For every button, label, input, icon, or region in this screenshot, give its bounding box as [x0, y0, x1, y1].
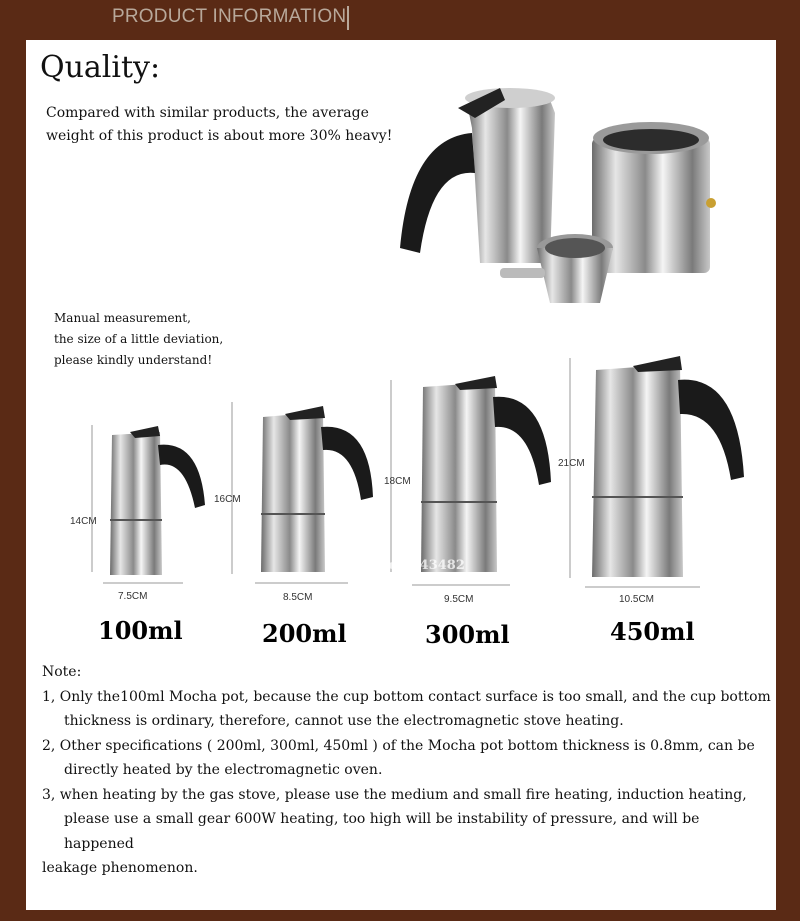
quality-line-2: weight of this product is about more 30% heavy!	[46, 128, 393, 144]
note-item-1: 1, Only the100ml Mocha pot, because the cup bottom contact surface is too small, and the cup bottom	[42, 688, 771, 705]
width-label-300ml: 9.5CM	[444, 594, 474, 605]
manual-line-1: Manual measurement,	[54, 311, 191, 325]
manual-line-3: please kindly understand!	[54, 353, 213, 367]
note-title: Note:	[42, 664, 82, 680]
size-label-450ml: 450ml	[610, 617, 695, 646]
note-item-2-cont: directly heated by the electromagnetic oven.	[64, 762, 383, 778]
header-title: PRODUCT INFORMATION	[112, 6, 347, 27]
note-item-3: 3, when heating by the gas stove, please use the medium and small fire heating, induction heating,	[42, 786, 747, 803]
note-item-3-cont: please use a small gear 600W heating, too high will be instability of pressure, and will be happened	[64, 811, 700, 852]
manual-line-2: the size of a little deviation,	[54, 332, 224, 346]
width-label-450ml: 10.5CM	[619, 594, 655, 605]
height-label-450ml: 21CM	[558, 458, 585, 469]
height-label-200ml: 16CM	[214, 494, 241, 505]
size-label-100ml: 100ml	[98, 616, 183, 645]
note-item-1-cont: thickness is ordinary, therefore, cannot use the electromagnetic stove heating.	[64, 713, 624, 729]
height-label-100ml: 14CM	[70, 516, 97, 527]
note-item-2: 2, Other specifications ( 200ml, 300ml, 450ml ) of the Mocha pot bottom thickness is 0.8mm, can be	[42, 737, 755, 754]
width-label-100ml: 7.5CM	[118, 591, 148, 602]
store-watermark: Store No.1543482	[333, 558, 465, 573]
height-label-300ml: 18CM	[384, 476, 411, 487]
quality-title: Quality:	[40, 50, 161, 85]
note-item-3-end: leakage phenomenon.	[42, 860, 198, 876]
width-label-200ml: 8.5CM	[283, 592, 313, 603]
size-label-300ml: 300ml	[425, 620, 510, 649]
size-label-200ml: 200ml	[262, 619, 347, 648]
note-section	[42, 660, 772, 881]
quality-line-1: Compared with similar products, the average	[46, 105, 369, 121]
